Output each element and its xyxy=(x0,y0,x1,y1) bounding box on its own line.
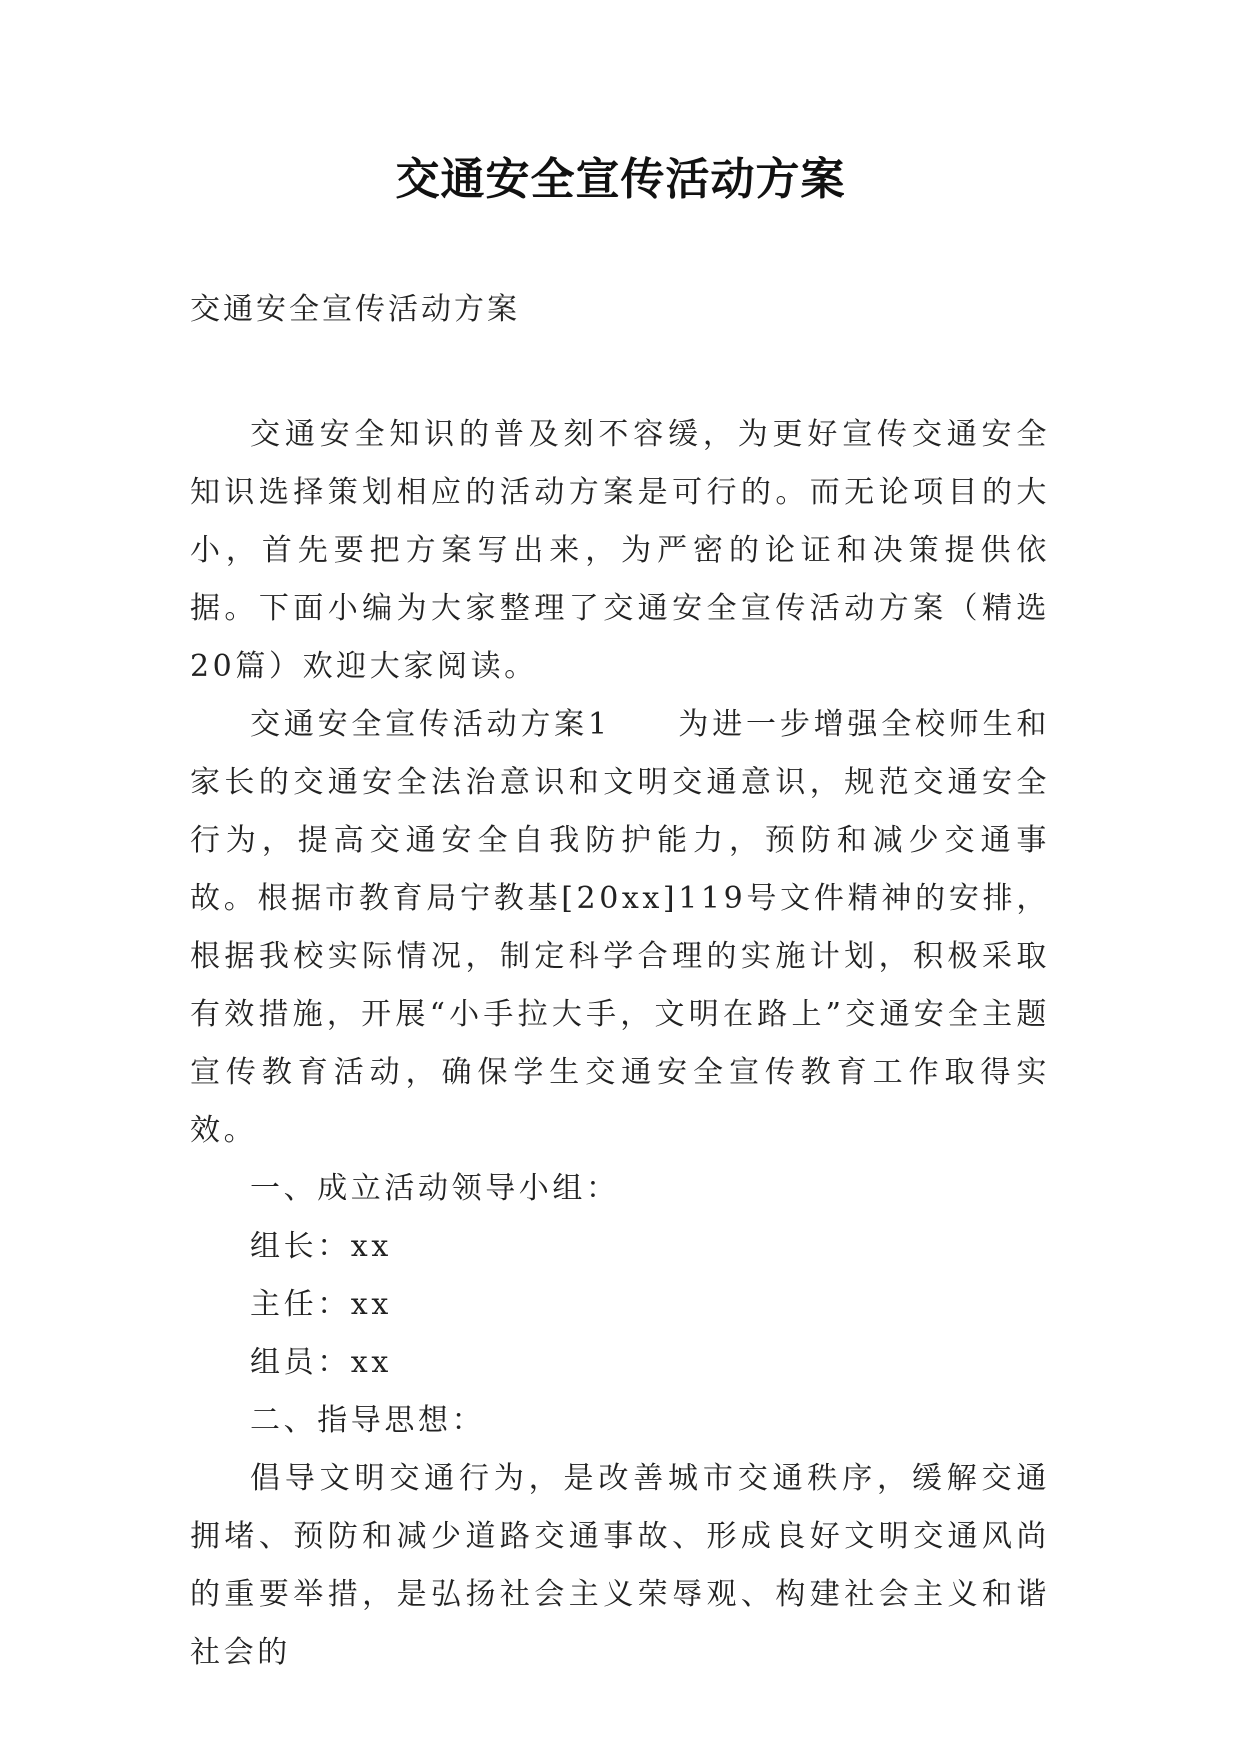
member-line: 组员：xx xyxy=(250,1345,392,1380)
document-subtitle: 交通安全宣传活动方案 xyxy=(190,292,520,327)
section-heading-leadership: 一、成立活动领导小组： xyxy=(250,1171,620,1206)
paragraph-plan-1: 交通安全宣传活动方案1 为进一步增强全校师生和家长的交通安全法治意识和文明交通意识，规范交通安全行为，提高交通安全自我防护能力，预防和减少交通事故。根据市教育局宁教基[20xx]119号文件精神的安排，根据我校实际情况，制定科学合理的实施计划，积极采取有效措施，开展“小手拉大手，文明在路上”交通安全主题宣传教育活动，确保学生交通安全宣传教育工作取得实效。 xyxy=(190,707,1050,1148)
leader-line: 组长：xx xyxy=(250,1229,392,1264)
document-body xyxy=(190,406,1050,1682)
page-title: 交通安全宣传活动方案 xyxy=(395,154,846,205)
paragraph-guiding-ideology: 倡导文明交通行为，是改善城市交通秩序，缓解交通拥堵、预防和减少道路交通事故、形成良好文明交通风尚的重要举措，是弘扬社会主义荣辱观、构建社会主义和谐社会的 xyxy=(190,1461,1050,1670)
section-heading-guiding-ideology: 二、指导思想： xyxy=(250,1403,486,1438)
paragraph-intro: 交通安全知识的普及刻不容缓，为更好宣传交通安全知识选择策划相应的活动方案是可行的。而无论项目的大小，首先要把方案写出来，为严密的论证和决策提供依据。下面小编为大家整理了交通安全宣传活动方案（精选20篇）欢迎大家阅读。 xyxy=(190,417,1050,684)
director-line: 主任：xx xyxy=(250,1287,392,1322)
